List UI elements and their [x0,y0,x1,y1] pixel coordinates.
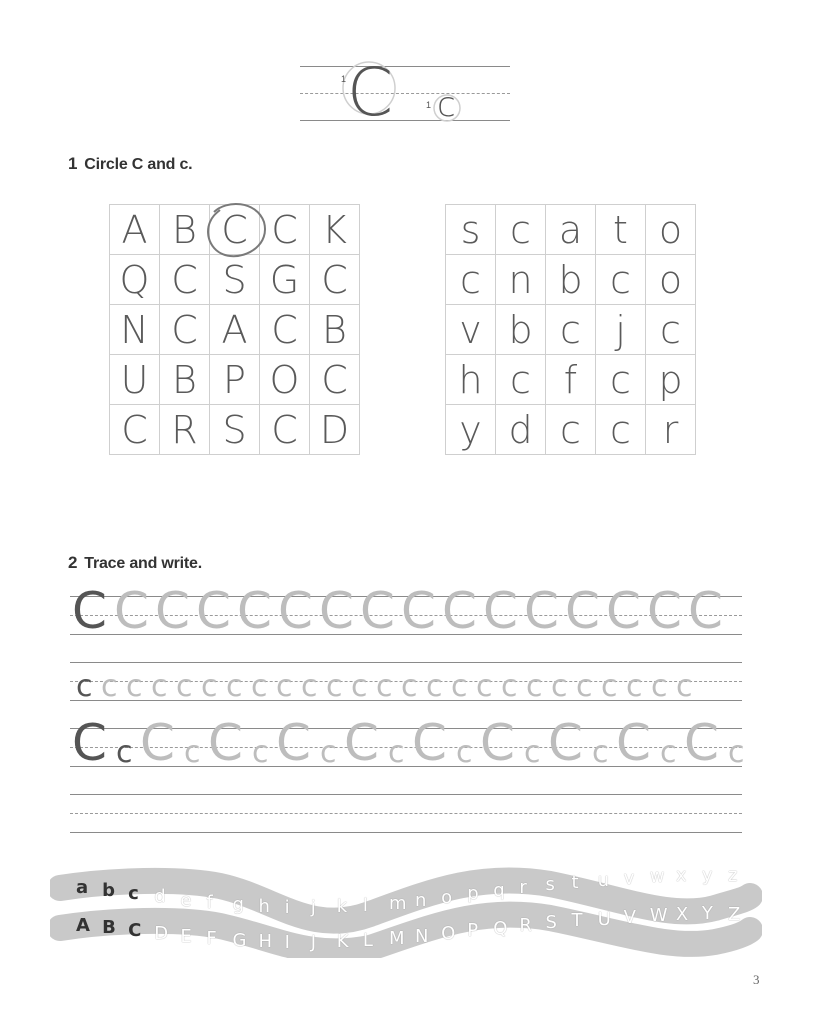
alphabet-upper-letter: R [519,914,532,936]
alphabet-upper-letter: K [336,931,349,953]
lowercase-grid-cell[interactable]: v [446,305,496,355]
uppercase-grid-cell[interactable]: A [210,305,260,355]
trace-letter: C [412,714,447,772]
header-upper-c: C [347,54,394,131]
alphabet-upper-letter: X [675,903,689,925]
alphabet-upper-letter: V [623,906,636,928]
lowercase-grid-cell[interactable]: p [646,355,696,405]
lowercase-grid-cell[interactable]: c [596,355,646,405]
line [70,794,742,795]
uppercase-grid-cell[interactable]: C [110,405,160,455]
trace-letter: c [676,669,693,704]
trace-letter: c [626,669,643,704]
alphabet-upper-letter: G [232,929,247,951]
lowercase-grid-cell[interactable]: y [446,405,496,455]
alphabet-upper-letter: T [571,910,583,932]
uppercase-grid-cell[interactable]: C [260,205,310,255]
trace-letter: c [501,669,518,704]
alphabet-lower-letter: w [649,865,665,887]
alphabet-lower-letter: t [571,871,579,893]
stroke-number-lower: 1 [426,100,432,110]
uppercase-grid-cell[interactable]: K [310,205,360,255]
exercise-1-number: 1 [68,154,78,173]
lowercase-grid-cell[interactable]: c [496,355,546,405]
uppercase-grid-cell[interactable]: C [310,255,360,305]
trace-letter: c [526,669,543,704]
circle-mark [204,200,270,260]
exercise-2-number: 2 [68,553,78,572]
uppercase-grid-cell[interactable]: C [260,405,310,455]
uppercase-grid-cell[interactable]: B [160,355,210,405]
line [70,832,742,833]
trace-letter: c [551,669,568,704]
alphabet-lower-letter: u [597,870,610,892]
trace-letter: C [208,714,243,772]
trace-row-lower[interactable] [76,669,701,704]
alphabet-upper-letter: F [206,927,217,949]
alphabet-upper-letter: Q [493,917,508,939]
alphabet-lower-letter: b [102,879,115,901]
header-lower-c: c [437,85,456,125]
lowercase-grid-cell[interactable]: b [496,305,546,355]
alphabet-upper-letter: N [415,925,429,947]
lowercase-grid-cell[interactable]: o [646,205,696,255]
lowercase-grid-cell[interactable]: b [546,255,596,305]
lowercase-grid-row [446,305,696,355]
exercise-1-instruction [68,154,192,174]
alphabet-upper-letter: S [545,912,557,934]
alphabet-lower-letter: g [232,894,244,916]
page-number: 3 [753,972,760,987]
model-letter: C [72,582,107,640]
trace-letter: C [140,714,175,772]
uppercase-grid-cell[interactable]: S [210,255,260,305]
lowercase-grid-cell[interactable]: h [446,355,496,405]
trace-row-mixed[interactable] [72,714,752,772]
trace-letter: C [647,582,682,640]
uppercase-grid-row [110,305,360,355]
trace-letter: c [101,669,118,704]
alphabet-lower-letter: v [623,867,635,889]
lowercase-grid-row [446,405,696,455]
lowercase-grid-cell[interactable]: a [546,205,596,255]
alphabet-lower-letter: z [728,865,738,887]
alphabet-lower-letter: d [154,886,166,908]
trace-letter: C [688,582,723,640]
alphabet-upper-letter: B [102,917,116,939]
alphabet-lower-letter: j [310,896,316,918]
alphabet-lower-letter: y [701,864,713,886]
uppercase-grid-row [110,405,360,455]
model-letter: c [76,669,93,704]
lowercase-grid-cell[interactable]: c [596,255,646,305]
trace-letter: C [442,582,477,640]
trace-letter: c [451,669,468,704]
uppercase-grid-cell[interactable]: U [110,355,160,405]
trace-letter: c [601,669,618,704]
uppercase-grid-cell[interactable]: R [160,405,210,455]
uppercase-grid-cell[interactable]: Q [110,255,160,305]
uppercase-grid-row [110,255,360,305]
lowercase-grid-cell[interactable]: c [646,305,696,355]
trace-letter: c [728,735,745,770]
lowercase-grid-cell[interactable]: c [596,405,646,455]
alphabet-upper-letter: Z [728,903,741,925]
alphabet-lower-letter: x [675,864,687,886]
lowercase-grid-cell[interactable]: r [646,405,696,455]
alphabet-upper-letter: H [258,931,273,953]
alphabet-lower-letter: n [415,889,427,911]
trace-letter: c [660,735,677,770]
lowercase-grid-cell[interactable]: c [546,405,596,455]
trace-letter: c [592,735,609,770]
trace-letter: C [565,582,600,640]
trace-letter: C [401,582,436,640]
uppercase-grid-row [110,355,360,405]
alphabet-lower-letter: p [467,883,479,905]
trace-letter: c [456,735,473,770]
trace-letter: C [616,714,651,772]
alphabet-lower-letter: q [493,880,505,902]
trace-letter: c [184,735,201,770]
uppercase-grid-cell[interactable]: B [310,305,360,355]
alphabet-upper-letter: D [154,922,169,944]
trace-letter: C [524,582,559,640]
alphabet-lower-letter: r [519,876,527,898]
alphabet-lower-letter: e [180,889,192,911]
trace-letter: c [326,669,343,704]
alphabet-upper-letter: A [76,914,90,936]
alphabet-lower-letter: c [128,883,139,905]
trace-letter: c [151,669,168,704]
trace-letter: C [606,582,641,640]
lowercase-grid-cell[interactable]: c [446,255,496,305]
trace-letter: c [476,669,493,704]
alphabet-lower-letter: i [284,896,290,918]
lowercase-grid-cell[interactable]: s [446,205,496,255]
alphabet-lower-letter: m [388,892,407,914]
lowercase-letter-grid [445,204,696,455]
alphabet-upper-letter: J [310,931,317,953]
trace-row-upper[interactable] [72,582,729,640]
trace-letter: c [176,669,193,704]
alphabet-lower-letter: h [258,896,270,918]
alphabet-upper-letter: P [467,920,479,942]
exercise-2-text: Trace and write. [84,555,203,572]
line [70,662,742,663]
alphabet-lower-letter: f [206,892,213,914]
uppercase-grid-cell[interactable]: C [260,305,310,355]
alphabet-lower-letter: l [362,894,368,916]
alphabet-lower-letter: a [76,876,89,898]
trace-letter: c [126,669,143,704]
trace-letter: c [276,669,293,704]
uppercase-grid-cell[interactable]: B [160,205,210,255]
line [70,813,742,814]
alphabet-lower-letter: o [441,886,453,908]
lowercase-grid-cell[interactable]: n [496,255,546,305]
alphabet-lower-letter: s [545,874,555,896]
lowercase-grid-cell[interactable]: t [596,205,646,255]
trace-letter: c [426,669,443,704]
uppercase-grid-cell[interactable]: C [160,255,210,305]
trace-letter: c [201,669,218,704]
trace-letter: C [155,582,190,640]
alphabet-upper-letter: W [649,904,668,926]
alphabet-upper-letter: E [180,925,192,947]
trace-letter: c [401,669,418,704]
uppercase-grid-cell[interactable]: N [110,305,160,355]
uppercase-grid-cell[interactable]: P [210,355,260,405]
alphabet-upper-letter: C [128,920,142,942]
alphabet-upper-letter: M [388,928,405,950]
trace-letter: C [114,582,149,640]
lowercase-grid-cell[interactable]: o [646,255,696,305]
trace-letter: c [651,669,668,704]
alphabet-upper-letter: O [441,923,456,945]
alphabet-upper-letter: I [284,931,290,953]
trace-letter: C [196,582,231,640]
lowercase-grid-row [446,205,696,255]
alphabet-upper-letter: U [597,908,611,930]
trace-letter: C [483,582,518,640]
lowercase-grid-row [446,355,696,405]
exercise-1-text: Circle C and c. [84,156,193,173]
trace-letter: c [301,669,318,704]
trace-letter: C [344,714,379,772]
trace-letter: c [252,735,269,770]
alphabet-upper-letter: L [362,930,373,951]
lowercase-grid-cell[interactable]: d [496,405,546,455]
lowercase-grid-cell[interactable]: c [496,205,546,255]
model-letter: c [116,735,133,770]
trace-letter: c [351,669,368,704]
trace-letter: c [576,669,593,704]
stroke-number-upper: 1 [341,74,347,84]
trace-letter: C [548,714,583,772]
uppercase-grid-cell[interactable]: O [260,355,310,405]
uppercase-grid-cell[interactable]: C [160,305,210,355]
uppercase-grid-cell[interactable]: S [210,405,260,455]
exercise-2-instruction [68,553,202,573]
trace-letter: c [376,669,393,704]
trace-letter: c [320,735,337,770]
lowercase-grid-cell[interactable]: j [596,305,646,355]
model-letter: C [72,714,107,772]
trace-letter: c [388,735,405,770]
trace-letter: C [276,714,311,772]
uppercase-grid-cell[interactable]: D [310,405,360,455]
uppercase-grid-cell[interactable]: A [110,205,160,255]
lowercase-grid-cell[interactable]: f [546,355,596,405]
trace-letter: C [237,582,272,640]
alphabet-lower-letter: k [336,896,348,918]
trace-letter: c [226,669,243,704]
trace-letter: C [480,714,515,772]
trace-letter: C [278,582,313,640]
lowercase-grid-cell[interactable]: c [546,305,596,355]
uppercase-grid-cell[interactable]: G [260,255,310,305]
trace-letter: c [251,669,268,704]
alphabet-upper-letter: Y [701,903,713,925]
uppercase-grid-cell[interactable]: C [210,205,260,255]
uppercase-grid-cell[interactable]: C [310,355,360,405]
trace-letter: C [319,582,354,640]
trace-letter: C [360,582,395,640]
lowercase-grid-row [446,255,696,305]
trace-letter: c [524,735,541,770]
trace-letter: C [684,714,719,772]
